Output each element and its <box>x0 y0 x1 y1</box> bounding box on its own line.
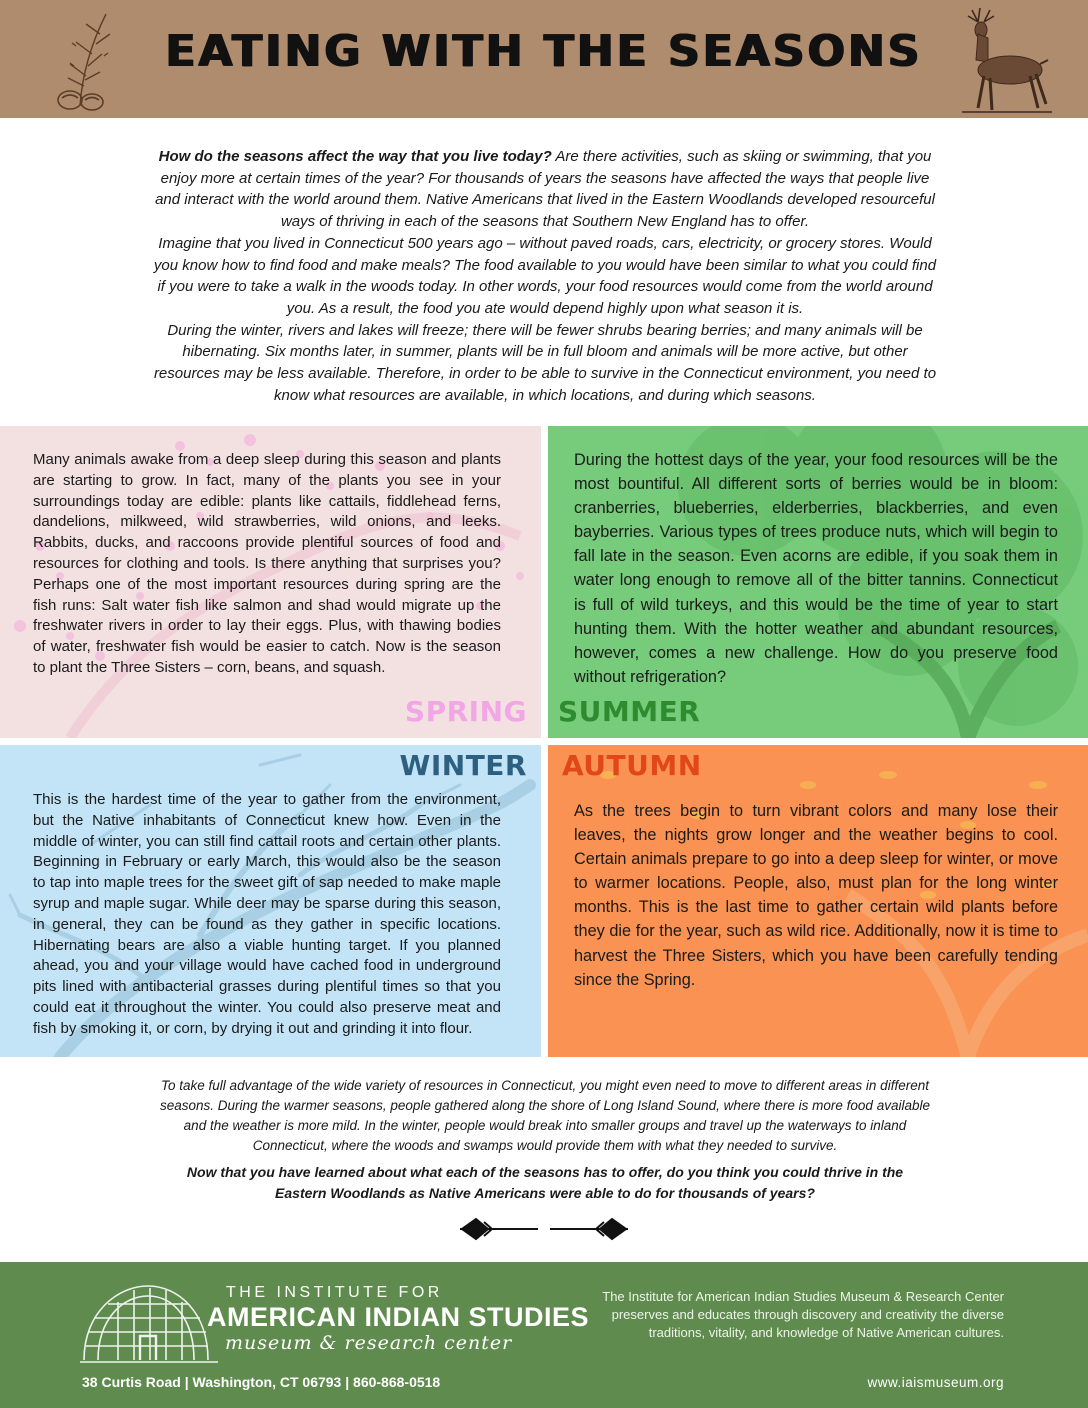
intro-paragraph-1 <box>150 146 940 233</box>
logo-line-1: THE INSTITUTE FOR <box>226 1284 443 1301</box>
summer-text: During the hottest days of the year, your food resources will be the most bountiful. All different sorts of berries would be in bloom: cranberries, blueberries, elderberries, blackberries, and even bayberries. Various types of trees produce nuts, which will begin to fall late in the season. Even acorns are edible, if you soak them in water long enough to remove all of the bitter tannins. Connecticut is full of wild turkeys, and this would be the time of year to start hunting them. With the hotter weather and abundant resources, however, comes a new challenge. How do you preserve food without refrigeration? <box>574 451 1058 686</box>
spring-label: SPRING <box>404 695 527 728</box>
address: 38 Curtis Road | Washington, CT 06793 | 860-868-0518 <box>82 1374 441 1390</box>
autumn-panel <box>548 745 1088 1057</box>
logo-line-3: museum & research center <box>225 1332 513 1354</box>
closing-question: Now that you have learned about what each of the seasons has to offer, do you think you could thrive in the Eastern Woodlands as Native Americans were able to do for thousands of years? <box>186 1164 904 1201</box>
website-link[interactable]: www.iaismuseum.org <box>867 1375 1004 1390</box>
summer-label: SUMMER <box>558 695 701 728</box>
winter-label: WINTER <box>399 749 527 782</box>
winter-panel <box>0 745 541 1057</box>
page-title: EATING WITH THE SEASONS <box>165 26 923 77</box>
intro-p1-rest: Are there activities, such as skiing or swimming, that you enjoy more at certain times of the year? For thousands of years the seasons have affected the ways that people live and interact with the world around them. Native Americans that lived in the Eastern Woodlands developed resourceful ways of thriving in each of the seasons that Southern New England has to offer. <box>155 148 935 231</box>
autumn-text: As the trees begin to turn vibrant colors and many lose their leaves, the nights grow longer and the weather begins to cool. Certain animals prepare to go into a deep sleep for winter, or move to warmer locations. People, also, must plan for the long winter months. This is the last time to gather certain wild plants before they die for the year, such as wild rice. Additionally, now it is time to harvest the Three Sisters, which you have been carefully tending since the Spring. <box>574 802 1058 989</box>
spring-panel <box>0 426 541 738</box>
intro-lead-question: How do the seasons affect the way that you live today? <box>158 148 552 165</box>
closing-text <box>150 1076 940 1156</box>
spring-text: Many animals awake from a deep sleep during this season and plants are starting to grow. In fact, many of the plants you see in your surroundings today are edible: plants like cattails, fiddlehead ferns, dandelions, milkweed, wild strawberries, wild onions, and leeks. Rabbits, ducks, and raccoons provide plentiful sources of food and resources for clothing and tools. Is there anything that surprises you? Perhaps one of the most important resources during spring are the fish runs: Salt water fish like salmon and shad would migrate up the freshwater rivers in order to lay their eggs. Plus, with thawing bodies of water, freshwater fish would be easier to catch. Now is the season to plant the Three Sisters – corn, beans, and squash. <box>33 451 501 676</box>
intro-paragraph-2: Imagine that you lived in Connecticut 500 years ago – without paved roads, cars, electricity, or grocery stores. Would you know how to find food and make meals? The food available to you would have been similar to what you could find if you were to take a walk in the woods today. In other words, your food resources would come from the world around you. As a result, the food you ate would depend highly upon what season it is. <box>153 234 937 317</box>
summer-panel <box>548 426 1088 738</box>
autumn-label: AUTUMN <box>562 749 702 782</box>
intro-text <box>150 146 940 406</box>
closing-paragraph: To take full advantage of the wide variety of resources in Connecticut, you might even need to move to different areas in different seasons. During the warmer seasons, people gathered along the shore of Long Island Sound, where there is more food available and the weather is more mild. In the winter, people would break into smaller groups and travel up the waterways to inland Connecticut, where the woods and swamps would provide them with what they needed to survive. <box>160 1078 930 1153</box>
header-banner <box>0 0 1088 118</box>
intro-paragraph-3: During the winter, rivers and lakes will freeze; there will be fewer shrubs bearing berries; and many animals will be hibernating. Six months later, in summer, plants will be in full bloom and animals will be more active, but other resources may be less available. Therefore, in order to be able to survive in the Connecticut environment, you need to know what resources are available, in which locations, and during which seasons. <box>153 321 937 404</box>
arrow-divider-icon <box>454 1212 634 1246</box>
footer <box>0 1262 1088 1408</box>
logo-line-2: AMERICAN INDIAN STUDIES <box>207 1302 590 1332</box>
mission-statement: The Institute for American Indian Studies Museum & Research Center preserves and educates through discovery and creativity the diverse traditions, vitality, and knowledge of Native American cultures. <box>602 1289 1004 1340</box>
winter-text: This is the hardest time of the year to gather from the environment, but the Native inhabitants of Connecticut knew how. Even in the middle of winter, you can still find cattail roots and certain other plants. Beginning in February or early March, this would also be the season to tap into maple trees for the sweet gift of sap needed to make maple syrup and maple sugar. While deer may be sparse during this season, in general, they can be found as they gather in specific locations. Hibernating bears are also a viable hunting target. If you planned ahead, you and your village would have cached food in underground pits lined with antibacterial grasses during plentiful times so that you could eat it throughout the winter. You could also preserve meat and fish by smoking it, or corn, by drying it out and grinding it into flour. <box>33 791 501 1037</box>
deer-icon <box>948 4 1058 116</box>
wigwam-logo-icon <box>78 1272 218 1368</box>
